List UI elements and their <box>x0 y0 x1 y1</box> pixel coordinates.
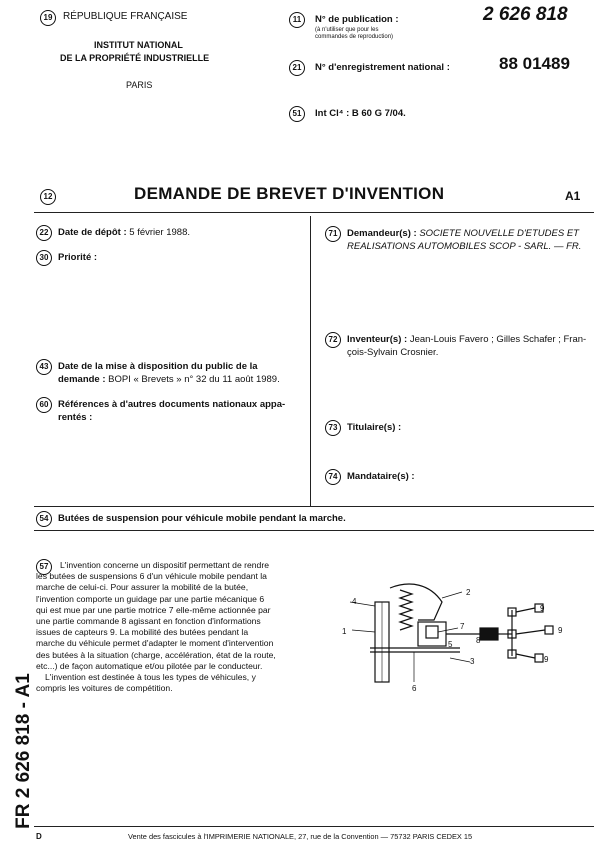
figure-label-8: 8 <box>476 636 481 645</box>
footer-text: Vente des fascicules à l'IMPRIMERIE NATIONALE, 27, rue de la Convention — 75732 PARIS CEDEX 15 <box>128 832 473 841</box>
availability-line1: Date de la mise à disposition du public de la <box>58 361 258 372</box>
figure-label-2: 2 <box>466 588 471 597</box>
figure-label-3: 3 <box>470 657 475 666</box>
abstract-line: des butées à la situation (charge, accélération, état de la route, <box>36 649 276 660</box>
holder-label: Titulaire(s) : <box>347 422 402 433</box>
filing-date: Date de dépôt : 5 février 1988. <box>58 227 190 238</box>
abstract-line: les butées de suspensions 6 d'un véhicule mobile pendant la <box>36 571 267 582</box>
registration-label: N° d'enregistrement national : <box>315 62 450 73</box>
figure-label-7: 7 <box>460 622 465 631</box>
footer-rule <box>34 826 594 827</box>
document-title: DEMANDE DE BREVET D'INVENTION <box>134 184 445 203</box>
figure-label-9c: 9 <box>544 655 549 664</box>
int-cl: Int Cl⁴ : B 60 G 7/04. <box>315 108 406 119</box>
institut-line2: DE LA PROPRIÉTÉ INDUSTRIELLE <box>60 53 210 63</box>
registration-number: 88 01489 <box>499 54 570 73</box>
title-rule <box>34 212 594 213</box>
code-74: 74 <box>325 469 341 485</box>
code-22: 22 <box>36 225 52 241</box>
abstract-line: etc...) de façon automatique et/ou pilotée par le conducteur. <box>36 660 263 671</box>
institut-line1: INSTITUT NATIONAL <box>94 40 183 50</box>
suspension-figure <box>330 580 590 700</box>
invention-title: Butées de suspension pour véhicule mobile pendant la marche. <box>58 513 346 524</box>
figure-label-9a: 9 <box>540 604 545 613</box>
abstract-line: L'invention est destinée à tous les types de véhicules, y <box>45 672 256 683</box>
agent-label: Mandataire(s) : <box>347 471 415 482</box>
code-21: 21 <box>289 60 305 76</box>
city: PARIS <box>126 80 153 90</box>
kind-code: A1 <box>565 189 581 203</box>
republique-francaise: RÉPUBLIQUE FRANÇAISE <box>63 11 188 22</box>
availability-line2: demande : BOPI « Brevets » n° 32 du 11 août 1989. <box>58 374 280 385</box>
references-line2: rentés : <box>58 412 93 423</box>
abstract <box>36 560 306 694</box>
code-57: 57 <box>36 559 52 575</box>
abstract-line: compris les voitures de compétition. <box>36 683 173 694</box>
publication-number: 2 626 818 <box>483 4 568 25</box>
figure-label-6: 6 <box>412 684 417 693</box>
code-72: 72 <box>325 332 341 348</box>
figure-label-5: 5 <box>448 640 453 649</box>
code-60: 60 <box>36 397 52 413</box>
inventors: Inventeur(s) : Jean-Louis Favero ; Gilles Schafer ; Fran- <box>347 334 587 345</box>
figure-label-9b: 9 <box>558 626 563 635</box>
abstract-line: marche du véhicule permet d'adapter le moment d'intervention <box>36 638 274 649</box>
abstract-line: issues de capteurs 9. La mobilité des butées pendant la <box>36 627 249 638</box>
fields-rule <box>34 506 594 507</box>
code-54: 54 <box>36 511 52 527</box>
column-divider <box>310 216 311 506</box>
abstract-line: une partie commande 8 agissant en fonction d'informations <box>36 616 261 627</box>
abstract-line: L'invention concerne un dispositif permettant de rendre <box>60 560 269 570</box>
applicant-line2: REALISATIONS AUTOMOBILES SCOP - SARL. — FR. <box>347 241 582 252</box>
code-30: 30 <box>36 250 52 266</box>
footer-letter: D <box>36 832 42 841</box>
code-51: 51 <box>289 106 305 122</box>
code-43: 43 <box>36 359 52 375</box>
publication-note-2: commandes de reproduction) <box>315 34 394 40</box>
invention-rule <box>34 530 594 531</box>
side-document-id: FR 2 626 818 - A1 <box>13 673 34 829</box>
code-19: 19 <box>40 10 56 26</box>
references-line1: Références à d'autres documents nationaux appa- <box>58 399 286 410</box>
code-11: 11 <box>289 12 305 28</box>
applicant: Demandeur(s) : SOCIETE NOUVELLE D'ETUDES ET <box>347 228 579 239</box>
inventors-line2: çois-Sylvain Crosnier. <box>347 347 439 358</box>
code-12: 12 <box>40 189 56 205</box>
publication-label: N° de publication : <box>315 14 399 25</box>
abstract-line: marche de celui-ci. Pour assurer la mobilité de la butée, <box>36 582 249 593</box>
abstract-line: qui est mue par une partie motrice 7 elle-même actionnée par <box>36 604 271 615</box>
code-71: 71 <box>325 226 341 242</box>
priority-label: Priorité : <box>58 252 98 263</box>
abstract-line: l'invention comporte un guidage par une partie mécanique 6 <box>36 593 265 604</box>
figure-label-4: 4 <box>352 597 357 606</box>
code-73: 73 <box>325 420 341 436</box>
publication-note-1: (à n'utiliser que pour les <box>315 27 379 33</box>
figure-label-1: 1 <box>342 627 347 636</box>
